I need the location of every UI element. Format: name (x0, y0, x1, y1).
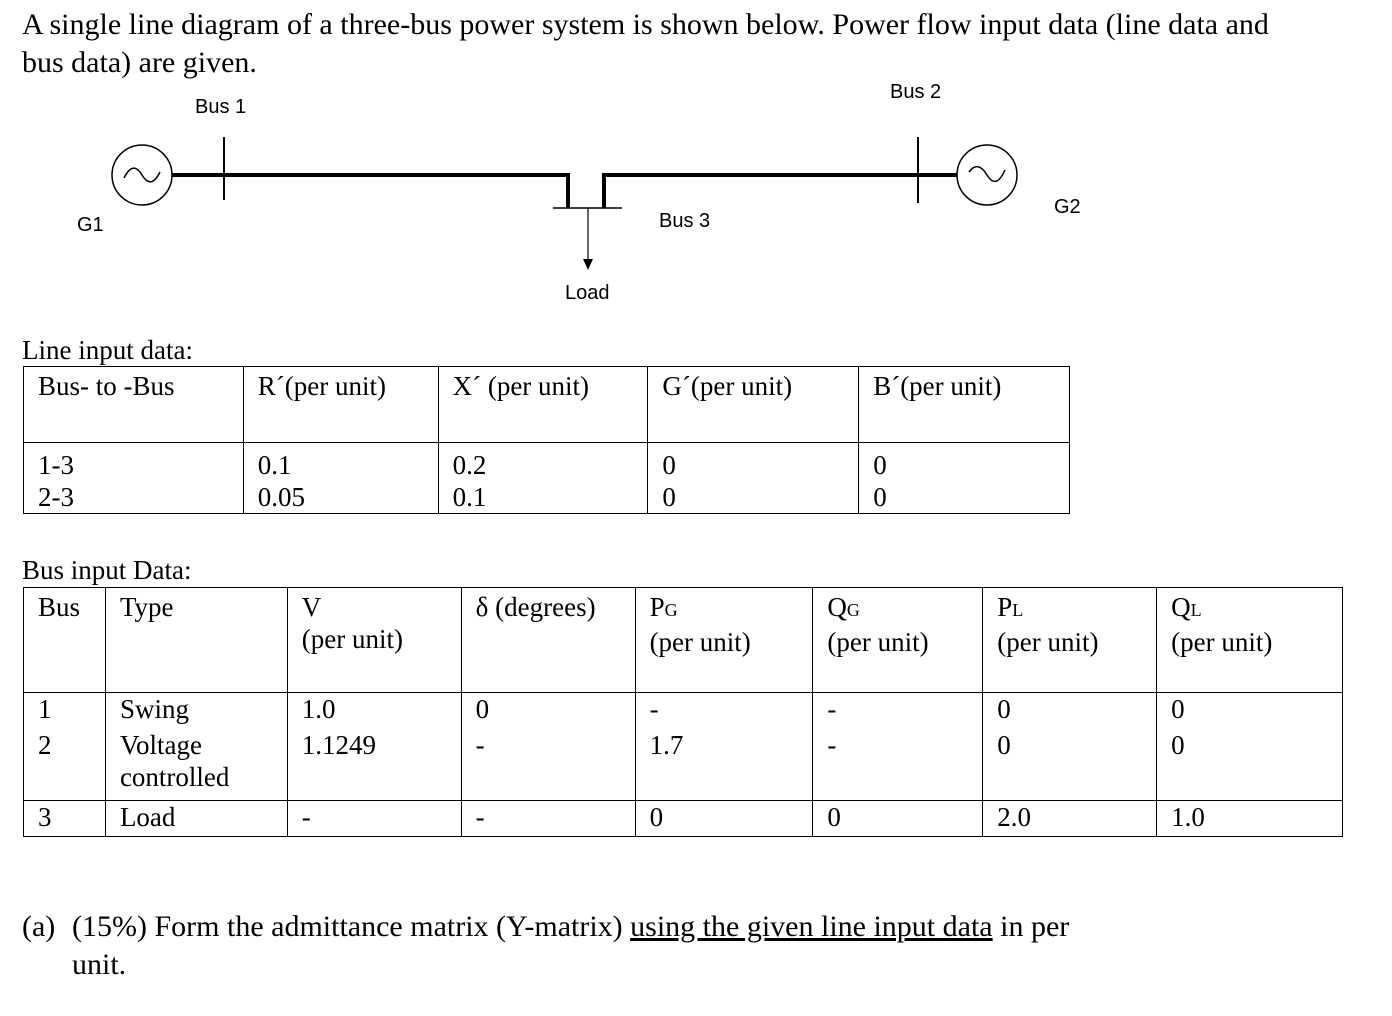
line-cell: 0 (859, 481, 1070, 514)
g2-sine-wave (969, 167, 1005, 182)
qg-header-main: Q (827, 592, 847, 622)
bus-header-bus: Bus (24, 588, 106, 693)
ql-header-unit: (per unit) (1171, 627, 1273, 657)
bus-cell: 1.1249 (287, 729, 461, 801)
bus3-label: Bus 3 (659, 210, 711, 232)
bus-table-header-row (24, 588, 1343, 693)
line-cell: 0.1 (243, 443, 438, 482)
pl-header-main: P (997, 592, 1013, 622)
v-header-main: V (301, 592, 322, 622)
pg-header-unit: (per unit) (649, 627, 751, 657)
bus-cell: - (813, 729, 983, 801)
bus-header-v (287, 588, 461, 693)
line-table-header-row (24, 367, 1070, 443)
bus-cell (105, 729, 287, 801)
bus-cell: - (813, 693, 983, 730)
bus-cell: 2.0 (983, 801, 1157, 837)
single-line-diagram (0, 0, 1392, 320)
table-row (24, 801, 1343, 837)
v-header-unit: (per unit) (301, 624, 404, 654)
bus-cell: 0 (983, 693, 1157, 730)
type-line-2: controlled (119, 762, 230, 792)
bus2-label: Bus 2 (890, 81, 942, 103)
question-number: (a) (22, 910, 56, 943)
question-text-2: in per (992, 910, 1070, 943)
problem-intro: A single line diagram of a three-bus power system is shown below. Power flow input data (line data and bus data) are given. (22, 8, 1269, 79)
bus-cell: 0 (461, 693, 635, 730)
bus-header-pg (635, 588, 813, 693)
bus-cell: Swing (105, 693, 287, 730)
table-row (24, 481, 1070, 514)
line-1-3 (224, 175, 568, 208)
type-line-1: Voltage (119, 730, 202, 760)
bus-cell: 0 (635, 801, 813, 837)
g1-label: G1 (77, 214, 104, 236)
question-a (22, 908, 1262, 984)
line-table-title: Line input data: (22, 335, 193, 365)
bus-header-delta: δ (degrees) (461, 588, 635, 693)
pg-header-main: P (649, 592, 665, 622)
load-label: Load (565, 282, 610, 304)
bus-cell: 0 (813, 801, 983, 837)
pl-header-sub: L (1012, 600, 1024, 620)
qg-header-sub: G (846, 600, 860, 620)
bus-cell: 1.0 (1157, 801, 1343, 837)
bus1-label: Bus 1 (195, 96, 247, 118)
line-header-g: G´(per unit) (648, 367, 859, 443)
pg-header-sub: G (664, 600, 678, 620)
bus-table-title: Bus input Data: (22, 555, 192, 585)
g2-label: G2 (1054, 196, 1081, 218)
bus-cell: 1 (24, 693, 106, 730)
bus-input-table (23, 587, 1343, 837)
bus-cell: 0 (1157, 693, 1343, 730)
line-cell: 0 (859, 443, 1070, 482)
bus-header-qg (813, 588, 983, 693)
bus-header-ql (1157, 588, 1343, 693)
line-header-x: X´ (per unit) (438, 367, 648, 443)
bus-cell: 1.7 (635, 729, 813, 801)
bus-cell: 0 (1157, 729, 1343, 801)
bus-cell: - (287, 801, 461, 837)
line-header-b: B´(per unit) (859, 367, 1070, 443)
bus-cell: - (461, 729, 635, 801)
line-cell: 0 (648, 481, 859, 514)
bus-cell: 1.0 (287, 693, 461, 730)
table-row (24, 693, 1343, 730)
question-text-3: unit. (72, 948, 127, 981)
line-input-table (23, 366, 1070, 514)
ql-header-sub: L (1190, 600, 1202, 620)
question-underlined-text: using the given line input data (630, 910, 993, 943)
bus-cell: 3 (24, 801, 106, 837)
bus-cell: Load (105, 801, 287, 837)
bus-cell: 0 (983, 729, 1157, 801)
load-arrow-icon (583, 259, 593, 270)
line-cell: 0.05 (243, 481, 438, 514)
g1-sine-wave (124, 168, 160, 182)
table-row (24, 443, 1070, 482)
pl-header-unit: (per unit) (997, 627, 1099, 657)
qg-header-unit: (per unit) (827, 627, 929, 657)
line-cell: 0.2 (438, 443, 648, 482)
table-row (24, 729, 1343, 801)
line-header-bus: Bus- to -Bus (24, 367, 244, 443)
bus-cell: 2 (24, 729, 106, 801)
line-header-r: R´(per unit) (243, 367, 438, 443)
bus-header-type: Type (105, 588, 287, 693)
line-cell: 2-3 (24, 481, 244, 514)
line-2-3 (604, 175, 918, 208)
line-cell: 1-3 (24, 443, 244, 482)
bus-cell: - (635, 693, 813, 730)
bus-header-pl (983, 588, 1157, 693)
bus-cell: - (461, 801, 635, 837)
question-text-1: (15%) Form the admittance matrix (Y-matrix) (72, 910, 631, 943)
line-cell: 0.1 (438, 481, 648, 514)
line-cell: 0 (648, 443, 859, 482)
ql-header-main: Q (1171, 592, 1191, 622)
